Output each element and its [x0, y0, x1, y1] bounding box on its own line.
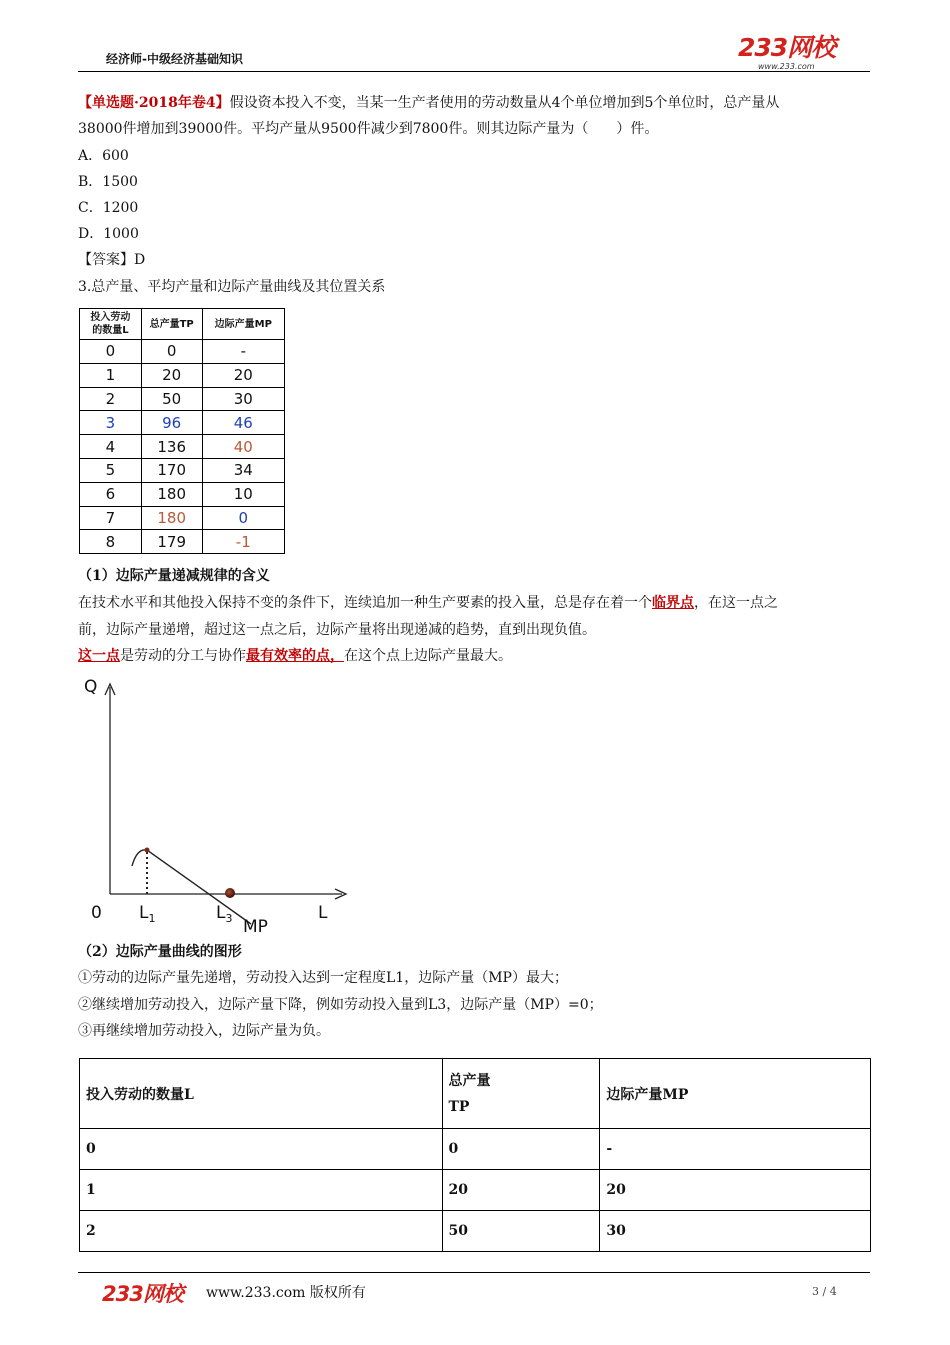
- question-line-1: [78, 93, 779, 113]
- cell-tp: 170: [141, 458, 202, 482]
- cell-mp: 20: [600, 1170, 871, 1211]
- critical-point-term: 临界点: [652, 595, 694, 611]
- cell-tp: 180: [141, 506, 202, 530]
- header-divider: [78, 71, 870, 72]
- cell-mp: 34: [202, 458, 284, 482]
- cell-l: 6: [80, 482, 142, 506]
- header-tp: 总产量TP: [141, 309, 202, 340]
- cell-l: 0: [80, 340, 142, 364]
- header-mp: 边际产量MP: [202, 309, 284, 340]
- table-row: [80, 363, 285, 387]
- header-labor: 投入劳动的数量L: [80, 1059, 443, 1129]
- law-text: 在技术水平和其他投入保持不变的条件下，连续追加一种生产要素的投入量，总是存在着一个: [78, 595, 652, 611]
- cell-tp: 20: [141, 363, 202, 387]
- table-row: [80, 530, 285, 554]
- cell-l: 7: [80, 506, 142, 530]
- answer: 【答案】D: [78, 252, 146, 268]
- production-table-small: [79, 308, 285, 554]
- max-mp-point: [145, 848, 150, 853]
- cell-mp: -1: [202, 530, 284, 554]
- option-d: D．1000: [78, 226, 139, 242]
- cell-mp: 10: [202, 482, 284, 506]
- logo-url: www.233.com: [758, 62, 815, 71]
- cell-l: 4: [80, 435, 142, 459]
- zero-mp-point: [225, 888, 235, 898]
- footer-copyright: www.233.com 版权所有: [206, 1285, 366, 1301]
- cell-tp: 180: [141, 482, 202, 506]
- curve-title: （2）边际产量曲线的图形: [78, 944, 242, 960]
- question-text-1: 假设资本投入不变，当某一生产者使用的劳动数量从4个单位增加到5个单位时，总产量从: [229, 95, 780, 111]
- table-row: [80, 1211, 871, 1252]
- table-row: [80, 482, 285, 506]
- logo-text: 233网校: [738, 33, 836, 62]
- table-row: [80, 458, 285, 482]
- option-a: A．600: [78, 148, 129, 164]
- table-row: [80, 340, 285, 364]
- brand-logo[interactable]: [738, 34, 858, 74]
- table-header-row: [80, 309, 285, 340]
- y-label: Q: [84, 677, 98, 697]
- law-text: 在这个点上边际产量最大。: [344, 648, 512, 664]
- production-table-large: [79, 1058, 871, 1252]
- cell-tp: 50: [442, 1211, 600, 1252]
- cell-l: 8: [80, 530, 142, 554]
- cell-l: 5: [80, 458, 142, 482]
- header-tp: 总产量 TP: [442, 1059, 600, 1129]
- table-row: [80, 387, 285, 411]
- table-row: [80, 435, 285, 459]
- cell-mp: 30: [600, 1211, 871, 1252]
- table-header-row: [80, 1059, 871, 1129]
- x-label: L: [318, 903, 328, 923]
- cell-tp: 136: [141, 435, 202, 459]
- curve-item-1: ①劳动的边际产量先递增，劳动投入达到一定程度L1，边际产量（MP）最大；: [78, 970, 568, 986]
- cell-tp: 96: [141, 411, 202, 435]
- cell-mp: 40: [202, 435, 284, 459]
- option-c: C．1200: [78, 200, 139, 216]
- most-efficient-term: 最有效率的点，: [246, 648, 344, 664]
- cell-tp: 179: [141, 530, 202, 554]
- page-number: 3 / 4: [812, 1285, 837, 1298]
- curve-item-3: ③再继续增加劳动投入，边际产量为负。: [78, 1023, 330, 1039]
- mp-label: MP: [243, 917, 268, 937]
- header-title: 经济师-中级经济基础知识: [106, 52, 243, 66]
- option-b: B．1500: [78, 174, 138, 190]
- l1-label: $L_1$: [139, 903, 156, 925]
- cell-mp: -: [600, 1129, 871, 1170]
- curve-item-2: ②继续增加劳动投入，边际产量下降，例如劳动投入量到L3，边际产量（MP）=0；: [78, 997, 603, 1013]
- cell-tp: 0: [442, 1129, 600, 1170]
- table-row: [80, 1129, 871, 1170]
- section3-title: 3.总产量、平均产量和边际产量曲线及其位置关系: [78, 279, 386, 295]
- cell-mp: -: [202, 340, 284, 364]
- origin-label: 0: [91, 903, 102, 923]
- law-title: （1）边际产量递减规律的含义: [78, 568, 270, 584]
- table-row-highlight: [80, 411, 285, 435]
- cell-mp: 30: [202, 387, 284, 411]
- this-point-term: 这一点: [78, 648, 120, 664]
- law-para-3: [78, 646, 512, 666]
- cell-l: 3: [80, 411, 142, 435]
- cell-tp: 0: [141, 340, 202, 364]
- law-text: 是劳动的分工与协作: [120, 648, 246, 664]
- cell-l: 0: [80, 1129, 443, 1170]
- law-para-1: [78, 593, 778, 613]
- l3-label: $L_3$: [216, 903, 233, 925]
- table-row: [80, 506, 285, 530]
- mp-curve-graph: [80, 672, 350, 940]
- law-text: ，在这一点之: [694, 595, 778, 611]
- cell-l: 2: [80, 387, 142, 411]
- cell-tp: 50: [141, 387, 202, 411]
- cell-tp: 20: [442, 1170, 600, 1211]
- cell-mp: 46: [202, 411, 284, 435]
- cell-l: 1: [80, 1170, 443, 1211]
- header-mp: 边际产量MP: [600, 1059, 871, 1129]
- cell-l: 2: [80, 1211, 443, 1252]
- question-text-2: 38000件增加到39000件。平均产量从9500件减少到7800件。则其边际产量为（ ）件。: [78, 121, 659, 137]
- footer-divider: [78, 1272, 870, 1273]
- cell-mp: 0: [202, 506, 284, 530]
- question-tag: 【单选题·2018年卷4】: [78, 95, 230, 111]
- law-para-2: 前，边际产量递增，超过这一点之后，边际产量将出现递减的趋势，直到出现负值。: [78, 622, 596, 638]
- footer-logo[interactable]: 233网校: [102, 1282, 183, 1306]
- header-labor: 投入劳动的数量L: [80, 309, 142, 340]
- cell-l: 1: [80, 363, 142, 387]
- table-row: [80, 1170, 871, 1211]
- cell-mp: 20: [202, 363, 284, 387]
